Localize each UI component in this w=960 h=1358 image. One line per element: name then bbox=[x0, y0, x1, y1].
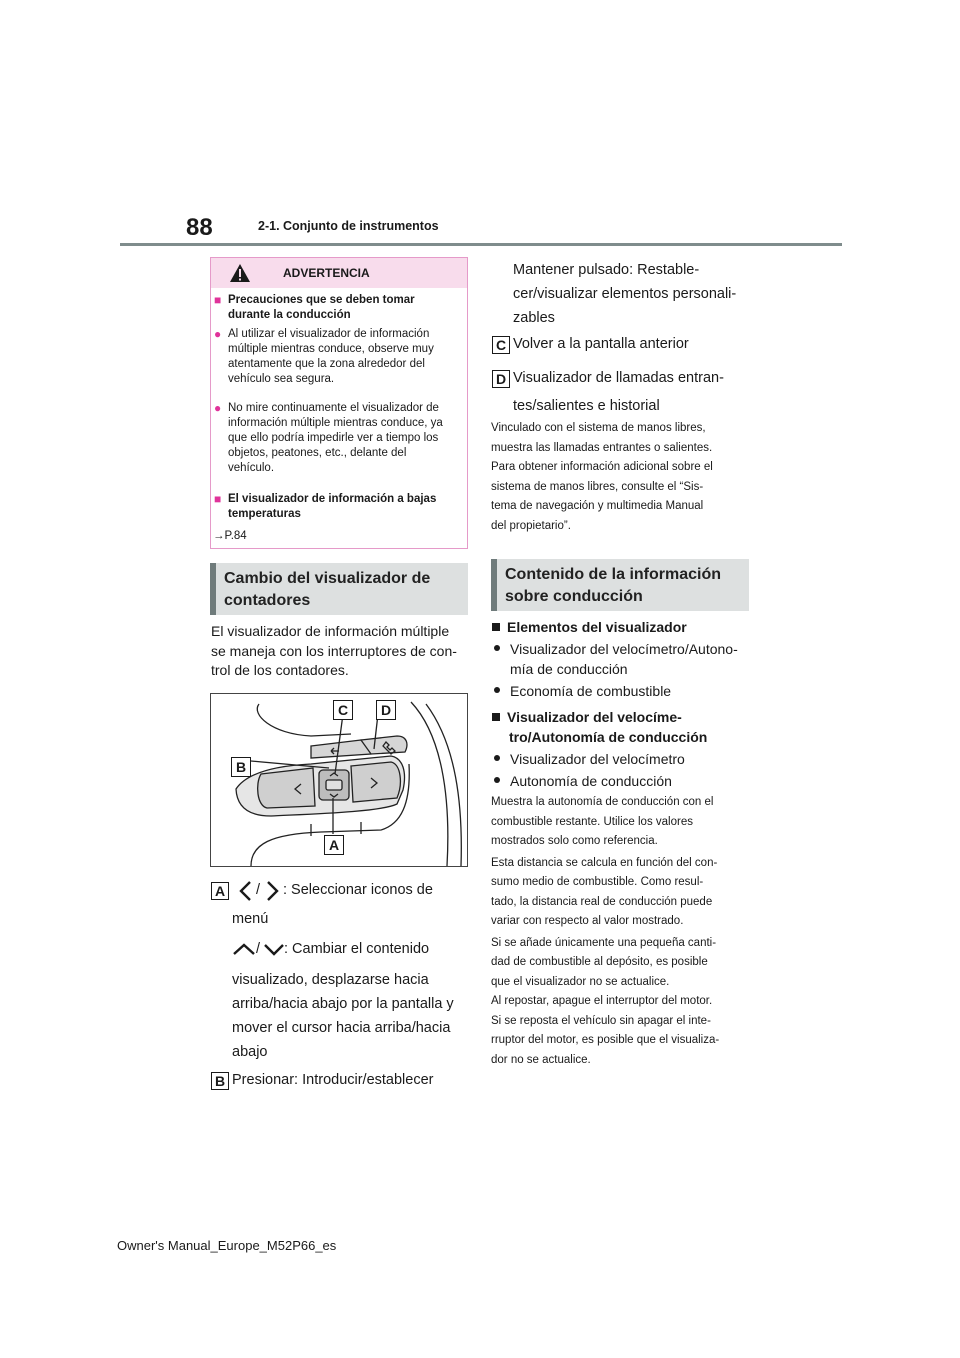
label-a: A bbox=[211, 882, 229, 900]
warning-item-1: ■ Precauciones que se deben tomar durante la conducción bbox=[214, 293, 415, 321]
item-d-text-2: tes/salientes e historial bbox=[513, 398, 660, 414]
footer-manual-id: Owner's Manual_Europe_M52P66_es bbox=[117, 1238, 337, 1253]
warning-triangle-icon bbox=[229, 263, 251, 283]
warning-item-4: ■ El visualizador de información a bajas temperaturas bbox=[214, 492, 437, 520]
warning-item-2: ● Al utilizar el visualizador de información múltiple mientras conduce, observe muy atentamente que la zona alrededor del vehículo sea segura. bbox=[214, 327, 434, 385]
dot-bullet-icon bbox=[494, 645, 500, 651]
steering-switch-illustration bbox=[210, 693, 468, 867]
circle-bullet-icon: ● bbox=[214, 327, 222, 341]
warning-title: ADVERTENCIA bbox=[283, 266, 370, 280]
label-c: C bbox=[492, 336, 510, 354]
chevron-right-icon bbox=[266, 880, 280, 907]
range-note: Muestra la autonomía de conducción con el combustible restante. Utilice los valores mostrados solo como referencia. Esta distancia se calcula en función del con- sumo medio de combustible. Como resul- tado, la distancia real de conducción puede variar con respecto al valor mostrado. Si se añade únicamente una pequeña canti- dad de combustible al depósito, es posible que el visualizador no se actualice. Al repostar, apague el interruptor del motor. Si se reposta el vehículo sin apagar el inte- rruptor del motor, es posible que el visualiza- dor no se actualice. bbox=[491, 796, 720, 1066]
bullet-fuel-economy: Economía de combustible bbox=[494, 682, 671, 702]
slash-separator: / bbox=[256, 882, 261, 898]
square-bullet-icon bbox=[492, 623, 500, 631]
chevron-left-icon bbox=[238, 880, 252, 907]
phone-note: Vinculado con el sistema de manos libres, muestra las llamadas entrantes o salientes. Para obtener información adicional sobre el sistema de manos libres, consulte el “Sis- tema de navegación y multimedia Manual del propietario”. bbox=[491, 422, 713, 532]
warning-item-3: ● No mire continuamente el visualizador de información múltiple mientras conduce, ya que ello podría impedirle ver a tiempo los objetos, peatones, etc., delante del vehículo. bbox=[214, 401, 443, 474]
label-d: D bbox=[492, 370, 510, 388]
hold-description: Mantener pulsado: Restable- cer/visualizar elementos personali- zables bbox=[513, 262, 737, 326]
warning-header bbox=[211, 258, 467, 288]
item-c-text: Volver a la pantalla anterior bbox=[513, 336, 689, 352]
arrow-right-icon: → bbox=[213, 530, 225, 542]
label-b: B bbox=[211, 1072, 229, 1090]
subheading-speedometer: Visualizador del velocíme- bbox=[492, 708, 682, 728]
square-bullet-icon: ■ bbox=[214, 492, 222, 506]
bullet-speedometer-range: Visualizador del velocímetro/Autono- bbox=[494, 640, 738, 660]
circle-bullet-icon: ● bbox=[214, 401, 222, 415]
dot-bullet-icon bbox=[494, 777, 500, 783]
square-bullet-icon bbox=[492, 713, 500, 721]
figure-label-b: B bbox=[231, 757, 251, 777]
item-a-text-3: : Cambiar el contenido bbox=[284, 941, 430, 957]
header-rule bbox=[120, 243, 842, 246]
figure-label-d: D bbox=[376, 700, 396, 720]
item-b-text: Presionar: Introducir/establecer bbox=[232, 1072, 434, 1088]
section-heading-right: Contenido de la información sobre conducción bbox=[491, 559, 749, 611]
item-a-text-1: : Seleccionar iconos de bbox=[283, 882, 433, 898]
warning-box bbox=[210, 257, 468, 549]
bullet-speedometer-range-cont: mía de conducción bbox=[510, 661, 628, 677]
chevron-down-icon bbox=[263, 942, 285, 961]
chevron-up-icon bbox=[232, 942, 256, 961]
item-a-text-2: menú bbox=[232, 911, 269, 927]
subheading-display-items: Elementos del visualizador bbox=[492, 618, 687, 638]
subheading-speedometer-cont: tro/Autonomía de conducción bbox=[509, 729, 708, 745]
section-heading-left: Cambio del visualizador de contadores bbox=[210, 563, 468, 615]
page-number: 88 bbox=[186, 214, 213, 241]
slash-separator-2: / bbox=[256, 941, 261, 957]
dot-bullet-icon bbox=[494, 755, 500, 761]
dot-bullet-icon bbox=[494, 687, 500, 693]
figure-label-c: C bbox=[333, 700, 353, 720]
item-d-text-1: Visualizador de llamadas entran- bbox=[513, 370, 724, 386]
page-reference: →P.84 bbox=[213, 530, 247, 542]
square-bullet-icon: ■ bbox=[214, 293, 222, 307]
bullet-range: Autonomía de conducción bbox=[494, 772, 672, 792]
section-title: 2-1. Conjunto de instrumentos bbox=[258, 219, 439, 233]
bullet-speedometer: Visualizador del velocímetro bbox=[494, 750, 685, 770]
intro-paragraph: El visualizador de información múltiple se maneja con los interruptores de con- trol de los contadores. bbox=[211, 623, 457, 678]
figure-label-a: A bbox=[324, 835, 344, 855]
item-a-description: visualizado, desplazarse hacia arriba/hacia abajo por la pantalla y mover el cursor hacia arriba/hacia abajo bbox=[232, 972, 454, 1060]
